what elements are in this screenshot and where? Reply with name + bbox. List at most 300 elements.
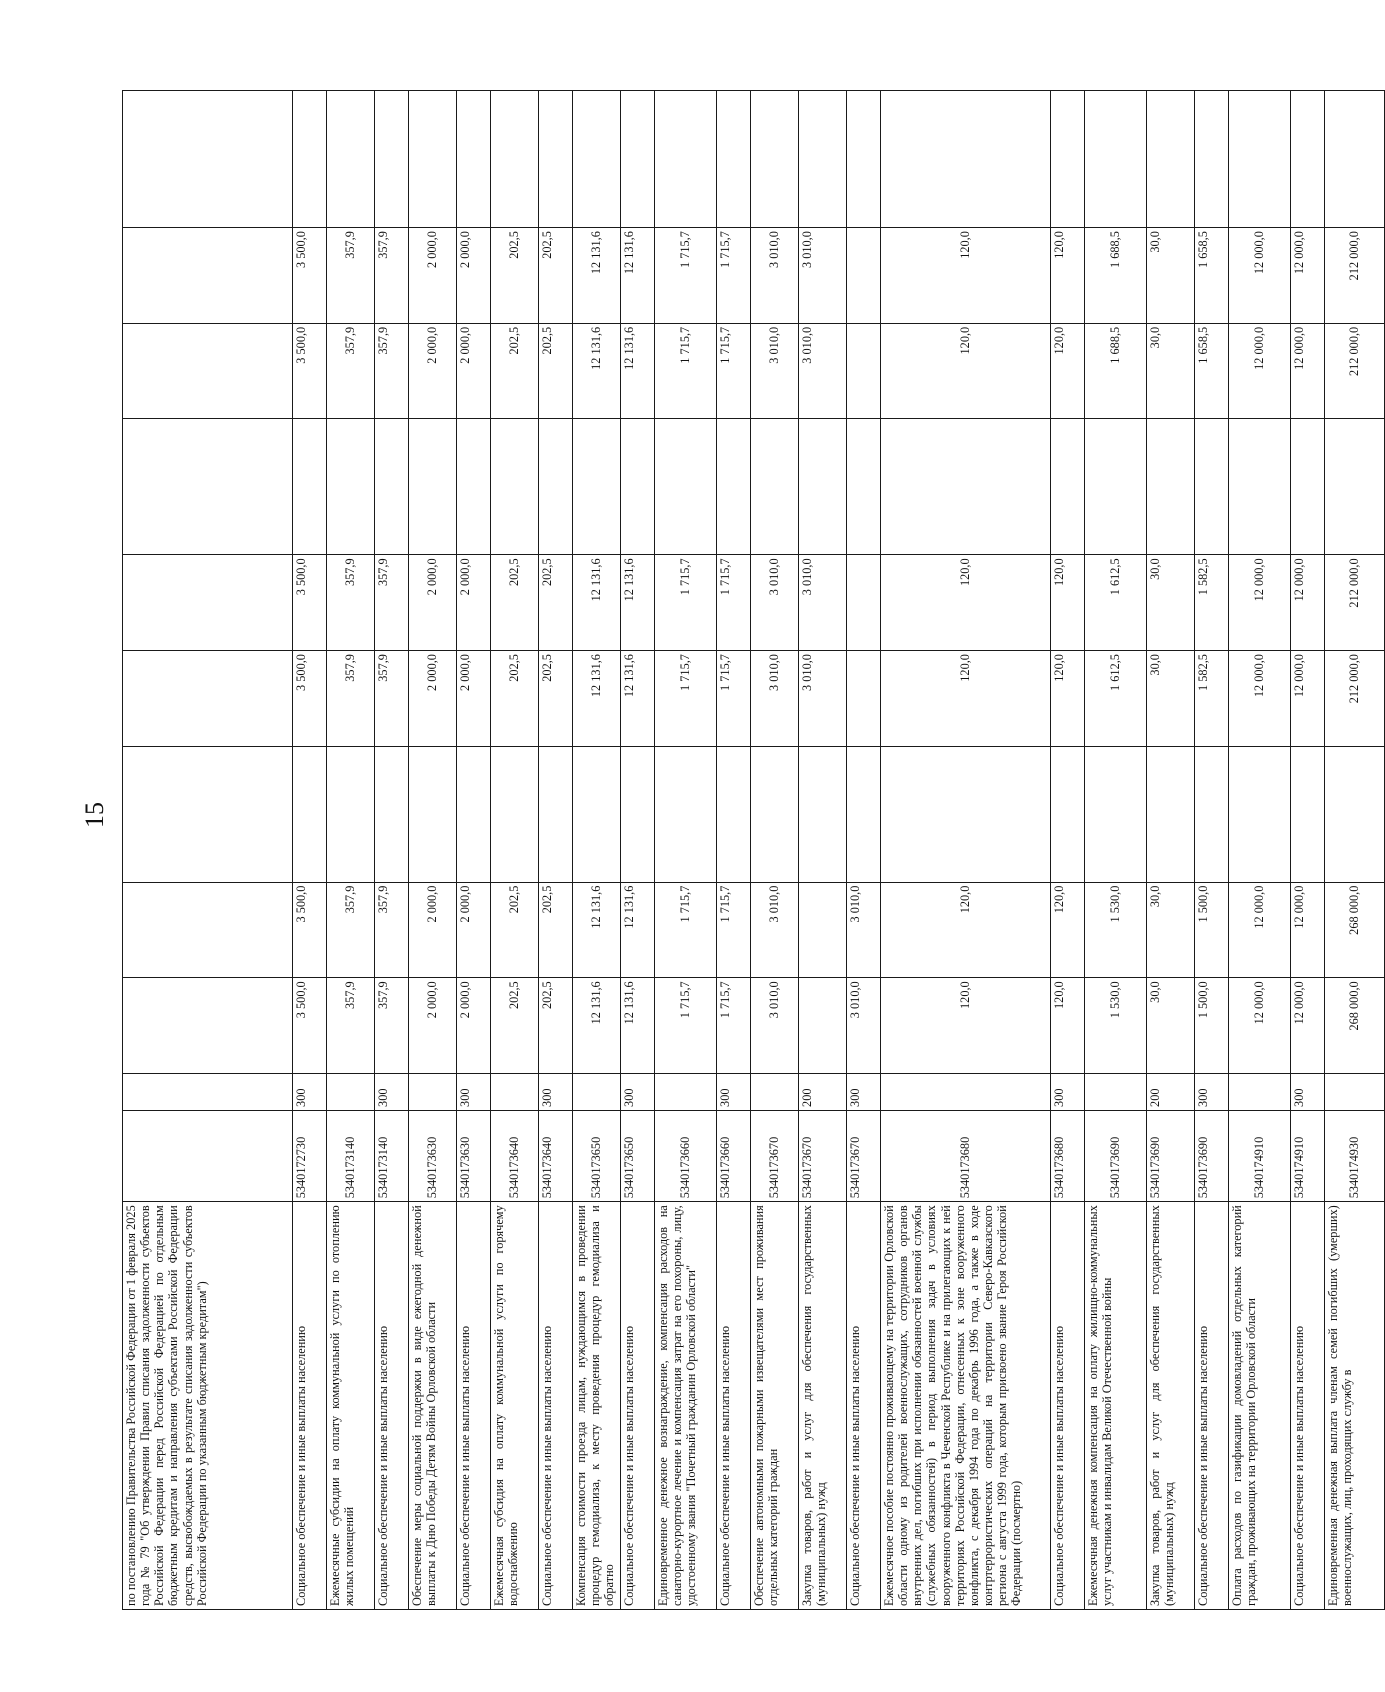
amount-cell: 12 131,6	[573, 651, 621, 747]
table-row	[847, 91, 881, 1610]
amount-cell	[293, 746, 327, 882]
expense-type-code	[655, 1073, 717, 1110]
amount-cell: 357,9	[327, 978, 375, 1074]
target-article-code: 5340174910	[1291, 1110, 1325, 1201]
empty-cell	[409, 91, 457, 228]
amount-cell: 12 000,0	[1291, 651, 1325, 747]
target-article-code: 5340173690	[1195, 1110, 1229, 1201]
table-row	[539, 91, 573, 1610]
amount-cell: 1 500,0	[1195, 882, 1229, 978]
amount-cell: 30,0	[1147, 882, 1195, 978]
amount-cell: 3 010,0	[751, 228, 799, 324]
amount-cell: 12 131,6	[573, 978, 621, 1074]
amount-cell: 2 000,0	[409, 978, 457, 1074]
amount-cell: 1 688,5	[1085, 228, 1147, 324]
table-row	[1085, 91, 1147, 1610]
amount-cell: 1 688,5	[1085, 323, 1147, 419]
amount-cell: 2 000,0	[409, 651, 457, 747]
amount-cell: 202,5	[491, 323, 539, 419]
empty-cell	[1051, 91, 1085, 228]
amount-cell	[847, 746, 881, 882]
amount-cell	[1051, 419, 1085, 555]
expense-type-code	[573, 1073, 621, 1110]
expense-name: Социальное обеспечение и иные выплаты населению	[1291, 1202, 1325, 1610]
amount-cell	[1325, 746, 1385, 882]
amount-cell: 1 715,7	[655, 882, 717, 978]
amount-cell: 268 000,0	[1325, 978, 1385, 1074]
amount-cell: 12 000,0	[1229, 882, 1291, 978]
expense-type-code	[327, 1073, 375, 1110]
empty-cell	[1147, 91, 1195, 228]
amount-cell: 212 000,0	[1325, 228, 1385, 324]
amount-cell: 1 715,7	[717, 228, 751, 324]
target-article-code: 5340173140	[375, 1110, 409, 1201]
target-article-code: 5340173680	[1051, 1110, 1085, 1201]
amount-cell	[491, 746, 539, 882]
expense-name: Ежемесячная субсидия на оплату коммунальной услуги по горячему водоснабжению	[491, 1202, 539, 1610]
amount-cell	[847, 651, 881, 747]
table-row	[655, 91, 717, 1610]
amount-cell: 1 715,7	[655, 978, 717, 1074]
amount-cell: 3 010,0	[847, 882, 881, 978]
empty-cell	[573, 91, 621, 228]
amount-cell: 1 658,5	[1195, 323, 1229, 419]
amount-cell: 202,5	[539, 323, 573, 419]
amount-cell	[327, 419, 375, 555]
table-body	[123, 91, 1385, 1610]
table-row	[375, 91, 409, 1610]
table-row	[123, 91, 293, 1610]
expense-type-code	[409, 1073, 457, 1110]
amount-cell: 202,5	[539, 651, 573, 747]
amount-cell: 2 000,0	[409, 323, 457, 419]
expense-type-code: 300	[717, 1073, 751, 1110]
amount-cell	[655, 746, 717, 882]
table-row	[799, 91, 847, 1610]
amount-cell: 12 131,6	[573, 228, 621, 324]
target-article-code: 5340173650	[573, 1110, 621, 1201]
table-row	[1325, 91, 1385, 1610]
amount-cell	[539, 419, 573, 555]
amount-cell	[1325, 419, 1385, 555]
table-row	[409, 91, 457, 1610]
target-article-code: 5340173140	[327, 1110, 375, 1201]
amount-cell	[1291, 419, 1325, 555]
table-row	[1195, 91, 1229, 1610]
table-row	[1051, 91, 1085, 1610]
amount-cell	[1291, 746, 1325, 882]
target-article-code: 5340173660	[717, 1110, 751, 1201]
target-article-code: 5340173690	[1085, 1110, 1147, 1201]
amount-cell: 12 131,6	[573, 882, 621, 978]
expense-name: Социальное обеспечение и иные выплаты населению	[375, 1202, 409, 1610]
amount-cell: 12 131,6	[621, 978, 655, 1074]
target-article-code: 5340173670	[847, 1110, 881, 1201]
expense-type-code	[881, 1073, 1051, 1110]
amount-cell	[847, 419, 881, 555]
amount-cell	[881, 746, 1051, 882]
empty-cell	[717, 91, 751, 228]
expense-name: Социальное обеспечение и иные выплаты населению	[621, 1202, 655, 1610]
amount-cell: 2 000,0	[457, 978, 491, 1074]
amount-cell: 202,5	[539, 555, 573, 651]
amount-cell: 1 582,5	[1195, 555, 1229, 651]
amount-cell: 120,0	[881, 323, 1051, 419]
target-article-code: 5340173690	[1147, 1110, 1195, 1201]
expense-name: Социальное обеспечение и иные выплаты населению	[539, 1202, 573, 1610]
amount-cell: 120,0	[1051, 323, 1085, 419]
amount-cell: 1 658,5	[1195, 228, 1229, 324]
rotated-table-container	[122, 90, 1362, 1610]
amount-cell: 202,5	[491, 882, 539, 978]
amount-cell: 12 131,6	[573, 323, 621, 419]
amount-cell	[457, 746, 491, 882]
amount-cell	[539, 746, 573, 882]
amount-cell	[1229, 419, 1291, 555]
empty-cell	[655, 91, 717, 228]
amount-cell	[123, 555, 293, 651]
amount-cell: 120,0	[1051, 555, 1085, 651]
expense-type-code: 300	[1291, 1073, 1325, 1110]
amount-cell	[573, 419, 621, 555]
empty-cell	[491, 91, 539, 228]
target-article-code: 5340172730	[293, 1110, 327, 1201]
expense-type-code	[1085, 1073, 1147, 1110]
amount-cell: 1 500,0	[1195, 978, 1229, 1074]
amount-cell: 3 010,0	[751, 978, 799, 1074]
expense-name: Социальное обеспечение и иные выплаты населению	[1051, 1202, 1085, 1610]
amount-cell: 1 530,0	[1085, 882, 1147, 978]
amount-cell: 12 000,0	[1291, 882, 1325, 978]
amount-cell: 3 500,0	[293, 882, 327, 978]
amount-cell	[123, 746, 293, 882]
expense-name: Социальное обеспечение и иные выплаты населению	[717, 1202, 751, 1610]
amount-cell: 120,0	[1051, 651, 1085, 747]
amount-cell	[621, 746, 655, 882]
target-article-code: 5340173640	[539, 1110, 573, 1201]
table-row	[573, 91, 621, 1610]
empty-cell	[1229, 91, 1291, 228]
amount-cell: 3 500,0	[293, 228, 327, 324]
expense-type-code: 300	[375, 1073, 409, 1110]
amount-cell	[847, 323, 881, 419]
expense-type-code: 200	[799, 1073, 847, 1110]
table-row	[327, 91, 375, 1610]
amount-cell: 202,5	[491, 978, 539, 1074]
target-article-code: 5340173640	[491, 1110, 539, 1201]
amount-cell: 3 010,0	[751, 651, 799, 747]
amount-cell	[409, 746, 457, 882]
amount-cell: 212 000,0	[1325, 555, 1385, 651]
expense-type-code	[491, 1073, 539, 1110]
expense-name: Оплата расходов по газификации домовладений отдельных категорий граждан, проживающих на территории Орловской области	[1229, 1202, 1291, 1610]
amount-cell	[1195, 419, 1229, 555]
expense-name: Ежемесячная денежная компенсация на оплату жилищно-коммунальных услуг участникам и инвалидам Великой Отечественной войны	[1085, 1202, 1147, 1610]
expense-name: Обеспечение автономными пожарными извещателями мест проживания отдельных категорий граждан	[751, 1202, 799, 1610]
amount-cell: 120,0	[881, 882, 1051, 978]
expense-name: Социальное обеспечение и иные выплаты населению	[1195, 1202, 1229, 1610]
amount-cell	[621, 419, 655, 555]
amount-cell: 357,9	[375, 228, 409, 324]
amount-cell	[799, 746, 847, 882]
target-article-code: 5340173650	[621, 1110, 655, 1201]
empty-cell	[457, 91, 491, 228]
amount-cell: 3 500,0	[293, 651, 327, 747]
amount-cell: 357,9	[375, 651, 409, 747]
amount-cell	[123, 882, 293, 978]
expense-type-code	[123, 1073, 293, 1110]
amount-cell: 2 000,0	[409, 882, 457, 978]
amount-cell	[881, 419, 1051, 555]
expense-name: Социальное обеспечение и иные выплаты населению	[293, 1202, 327, 1610]
expense-name: Компенсация стоимости проезда лицам, нуждающимся в проведении процедур гемодиализа, к месту проведения процедур гемодиализа и обратно	[573, 1202, 621, 1610]
amount-cell	[847, 228, 881, 324]
amount-cell: 3 500,0	[293, 978, 327, 1074]
amount-cell	[1051, 746, 1085, 882]
amount-cell: 120,0	[881, 651, 1051, 747]
expense-type-code	[751, 1073, 799, 1110]
target-article-code: 5340173680	[881, 1110, 1051, 1201]
table-row	[491, 91, 539, 1610]
amount-cell: 1 715,7	[655, 651, 717, 747]
amount-cell	[799, 978, 847, 1074]
amount-cell: 12 000,0	[1291, 228, 1325, 324]
amount-cell	[655, 419, 717, 555]
amount-cell: 12 000,0	[1229, 228, 1291, 324]
amount-cell	[1085, 746, 1147, 882]
amount-cell: 357,9	[327, 882, 375, 978]
amount-cell: 357,9	[375, 323, 409, 419]
target-article-code	[123, 1110, 293, 1201]
amount-cell: 30,0	[1147, 323, 1195, 419]
amount-cell: 2 000,0	[457, 228, 491, 324]
expense-type-code: 300	[293, 1073, 327, 1110]
amount-cell: 1 612,5	[1085, 555, 1147, 651]
expense-type-code: 300	[539, 1073, 573, 1110]
amount-cell: 12 000,0	[1229, 651, 1291, 747]
amount-cell: 12 131,6	[573, 555, 621, 651]
amount-cell	[491, 419, 539, 555]
amount-cell: 3 010,0	[751, 555, 799, 651]
amount-cell: 3 010,0	[751, 323, 799, 419]
amount-cell: 268 000,0	[1325, 882, 1385, 978]
amount-cell: 357,9	[375, 555, 409, 651]
amount-cell: 1 715,7	[655, 323, 717, 419]
amount-cell: 357,9	[375, 978, 409, 1074]
amount-cell: 30,0	[1147, 555, 1195, 651]
amount-cell	[123, 323, 293, 419]
amount-cell	[573, 746, 621, 882]
amount-cell: 30,0	[1147, 228, 1195, 324]
expense-type-code: 300	[847, 1073, 881, 1110]
empty-cell	[375, 91, 409, 228]
amount-cell	[375, 419, 409, 555]
amount-cell: 12 131,6	[621, 323, 655, 419]
amount-cell: 357,9	[327, 323, 375, 419]
amount-cell	[409, 419, 457, 555]
amount-cell	[375, 746, 409, 882]
amount-cell	[1085, 419, 1147, 555]
amount-cell: 120,0	[1051, 228, 1085, 324]
amount-cell: 1 715,7	[717, 651, 751, 747]
amount-cell: 2 000,0	[457, 882, 491, 978]
table-row	[751, 91, 799, 1610]
amount-cell: 2 000,0	[457, 323, 491, 419]
amount-cell	[457, 419, 491, 555]
amount-cell: 202,5	[491, 228, 539, 324]
amount-cell	[1147, 419, 1195, 555]
expense-name: Закупка товаров, работ и услуг для обеспечения государственных (муниципальных) нужд	[1147, 1202, 1195, 1610]
expense-type-code: 300	[621, 1073, 655, 1110]
amount-cell: 202,5	[539, 882, 573, 978]
empty-cell	[1325, 91, 1385, 228]
amount-cell: 3 010,0	[799, 651, 847, 747]
expense-name: по постановлению Правительства Российской Федерации от 1 февраля 2025 года № 79 "Об утверждении Правил списания задолженности субъектов Российской Федерации перед Российской Федерацией по отдельным бюджетным кредитам и направления субъектами Российской Федерации средств, высвобождаемых в результате списания задолженности субъектов Российской Федерации по указанным бюджетным кредитам")	[123, 1202, 293, 1610]
table-row	[457, 91, 491, 1610]
table-row	[293, 91, 327, 1610]
empty-cell	[293, 91, 327, 228]
expense-type-code	[1229, 1073, 1291, 1110]
empty-cell	[539, 91, 573, 228]
amount-cell: 1 582,5	[1195, 651, 1229, 747]
target-article-code: 5340174910	[1229, 1110, 1291, 1201]
amount-cell: 120,0	[881, 555, 1051, 651]
amount-cell	[123, 228, 293, 324]
amount-cell	[717, 746, 751, 882]
page-number: 15	[80, 802, 109, 828]
empty-cell	[1195, 91, 1229, 228]
table-row	[1229, 91, 1291, 1610]
empty-cell	[799, 91, 847, 228]
amount-cell: 12 000,0	[1291, 978, 1325, 1074]
amount-cell: 120,0	[881, 228, 1051, 324]
target-article-code: 5340173630	[409, 1110, 457, 1201]
amount-cell: 3 010,0	[847, 978, 881, 1074]
empty-cell	[751, 91, 799, 228]
amount-cell: 357,9	[327, 555, 375, 651]
amount-cell: 202,5	[539, 978, 573, 1074]
target-article-code: 5340173670	[751, 1110, 799, 1201]
amount-cell: 30,0	[1147, 651, 1195, 747]
amount-cell: 12 131,6	[621, 651, 655, 747]
amount-cell: 357,9	[327, 228, 375, 324]
amount-cell: 3 500,0	[293, 323, 327, 419]
amount-cell: 202,5	[539, 228, 573, 324]
amount-cell	[1147, 746, 1195, 882]
amount-cell: 2 000,0	[409, 228, 457, 324]
expense-name: Социальное обеспечение и иные выплаты населению	[457, 1202, 491, 1610]
expense-name: Единовременное денежное вознаграждение, компенсация расходов на санаторно-курортное лечение и компенсация затрат на его похороны, лицу, удостоенному звания "Почетный гражданин Орловской области"	[655, 1202, 717, 1610]
amount-cell: 1 715,7	[717, 323, 751, 419]
amount-cell: 2 000,0	[457, 651, 491, 747]
expense-type-code: 200	[1147, 1073, 1195, 1110]
amount-cell: 1 715,7	[717, 978, 751, 1074]
expense-name: Единовременная денежная выплата членам семей погибших (умерших) военнослужащих, лиц, проходящих службу в	[1325, 1202, 1385, 1610]
empty-cell	[1291, 91, 1325, 228]
table-row	[717, 91, 751, 1610]
amount-cell	[751, 746, 799, 882]
empty-cell	[123, 91, 293, 228]
amount-cell: 2 000,0	[409, 555, 457, 651]
amount-cell	[123, 651, 293, 747]
amount-cell: 3 010,0	[751, 882, 799, 978]
amount-cell: 120,0	[1051, 978, 1085, 1074]
amount-cell: 12 000,0	[1291, 555, 1325, 651]
expense-type-code: 300	[457, 1073, 491, 1110]
table-row	[621, 91, 655, 1610]
amount-cell: 12 000,0	[1229, 555, 1291, 651]
expense-type-code	[1325, 1073, 1385, 1110]
target-article-code: 5340173660	[655, 1110, 717, 1201]
amount-cell	[751, 419, 799, 555]
amount-cell: 357,9	[327, 651, 375, 747]
amount-cell	[1195, 746, 1229, 882]
amount-cell: 1 715,7	[717, 882, 751, 978]
amount-cell: 12 000,0	[1291, 323, 1325, 419]
target-article-code: 5340174930	[1325, 1110, 1385, 1201]
amount-cell: 30,0	[1147, 978, 1195, 1074]
amount-cell: 212 000,0	[1325, 651, 1385, 747]
amount-cell: 1 612,5	[1085, 651, 1147, 747]
expense-name: Обеспечение меры социальной поддержки в виде ежегодной денежной выплаты к Дню Победы Детям Войны Орловской области	[409, 1202, 457, 1610]
amount-cell: 3 010,0	[799, 555, 847, 651]
amount-cell: 202,5	[491, 651, 539, 747]
table-row	[1291, 91, 1325, 1610]
amount-cell	[799, 882, 847, 978]
empty-cell	[881, 91, 1051, 228]
amount-cell	[123, 978, 293, 1074]
empty-cell	[621, 91, 655, 228]
empty-cell	[847, 91, 881, 228]
amount-cell: 202,5	[491, 555, 539, 651]
empty-cell	[327, 91, 375, 228]
expense-type-code: 300	[1051, 1073, 1085, 1110]
amount-cell	[1229, 746, 1291, 882]
amount-cell: 12 131,6	[621, 882, 655, 978]
amount-cell	[717, 419, 751, 555]
expense-name: Социальное обеспечение и иные выплаты населению	[847, 1202, 881, 1610]
budget-table	[122, 90, 1385, 1610]
amount-cell: 120,0	[881, 978, 1051, 1074]
expense-name: Ежемесячное пособие постоянно проживающему на территории Орловской области одному из родителей военнослужащих, сотрудников органов внутренних дел, погибших при исполнении обязанностей военной службы (служебных обязанностей) в период выполнения задач в условиях вооруженного конфликта в Чеченской Республике и на прилегающих к ней территориях Российской Федерации, отнесенных к зоне вооруженного конфликта, с декабря 1994 года по декабрь 1996 года, а также в ходе контртеррористических операций на территории Северо-Кавказского региона с августа 1999 года, которым присвоено звание Героя Российской Федерации (посмертно)	[881, 1202, 1051, 1610]
expense-type-code: 300	[1195, 1073, 1229, 1110]
amount-cell: 3 010,0	[799, 228, 847, 324]
amount-cell: 1 715,7	[655, 228, 717, 324]
amount-cell	[123, 419, 293, 555]
amount-cell: 120,0	[1051, 882, 1085, 978]
amount-cell: 212 000,0	[1325, 323, 1385, 419]
amount-cell: 1 530,0	[1085, 978, 1147, 1074]
amount-cell: 3 500,0	[293, 555, 327, 651]
table-row	[1147, 91, 1195, 1610]
amount-cell: 1 715,7	[655, 555, 717, 651]
expense-name: Закупка товаров, работ и услуг для обеспечения государственных (муниципальных) нужд	[799, 1202, 847, 1610]
amount-cell: 1 715,7	[717, 555, 751, 651]
amount-cell: 2 000,0	[457, 555, 491, 651]
target-article-code: 5340173670	[799, 1110, 847, 1201]
expense-name: Ежемесячные субсидии на оплату коммунальной услуги по отоплению жилых помещений	[327, 1202, 375, 1610]
table-row	[881, 91, 1051, 1610]
amount-cell: 12 131,6	[621, 555, 655, 651]
amount-cell: 12 131,6	[621, 228, 655, 324]
amount-cell	[847, 555, 881, 651]
target-article-code: 5340173630	[457, 1110, 491, 1201]
amount-cell: 3 010,0	[799, 323, 847, 419]
amount-cell	[799, 419, 847, 555]
empty-cell	[1085, 91, 1147, 228]
amount-cell: 12 000,0	[1229, 978, 1291, 1074]
amount-cell	[327, 746, 375, 882]
